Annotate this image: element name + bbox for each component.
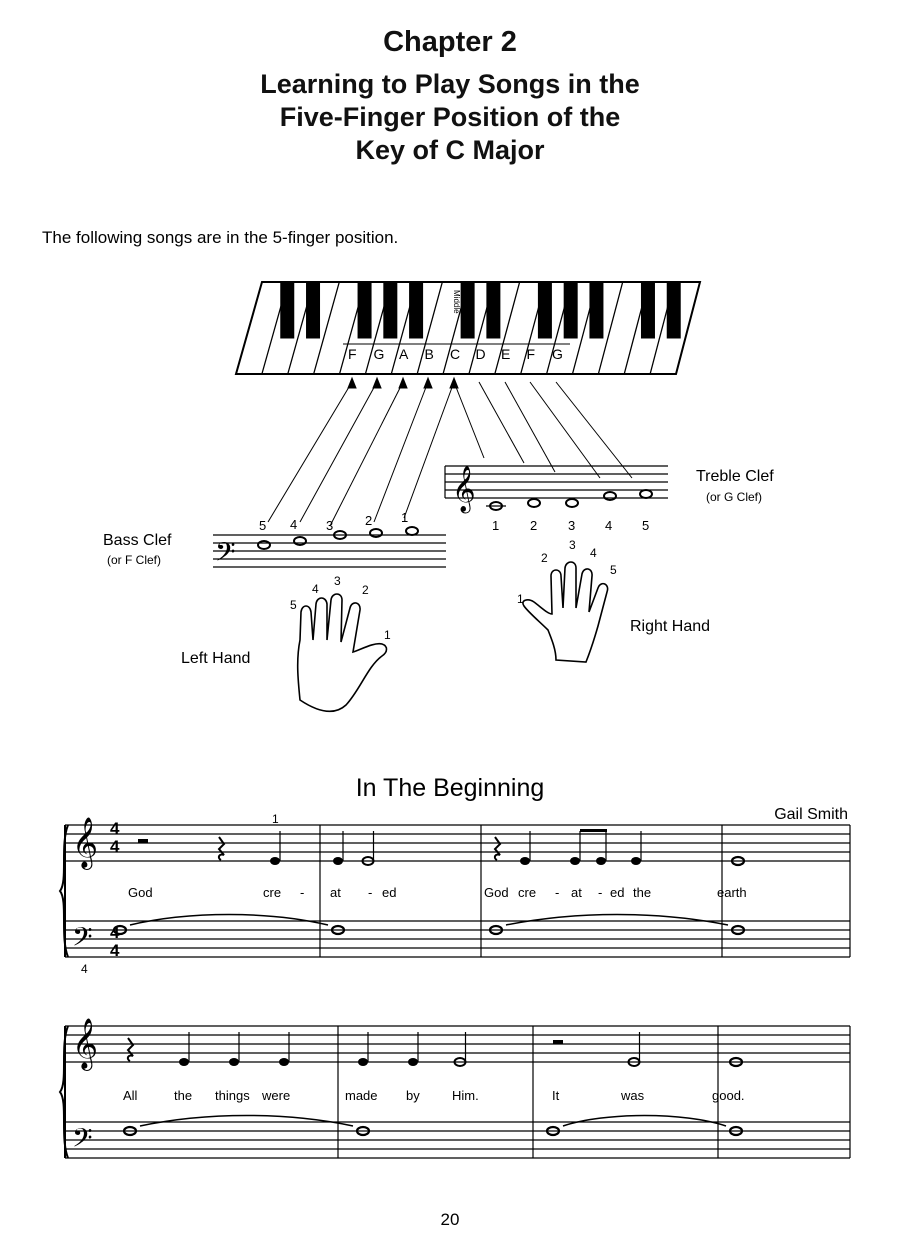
chapter-title-line-1: Learning to Play Songs in the: [260, 69, 640, 99]
right-hand-finger: 5: [610, 563, 617, 577]
lyric-syllable: God: [484, 885, 509, 900]
lyric-syllable: cre: [518, 885, 537, 900]
score-systems: [60, 817, 850, 1160]
lyric-syllable: -: [598, 885, 603, 900]
chapter-title-line-3: Key of C Major: [355, 135, 545, 165]
tie: [563, 1116, 726, 1127]
quarter-note: [358, 1058, 368, 1066]
bass-clef-icon: 𝄢: [215, 536, 236, 574]
finger-mark-bass: 4: [81, 962, 88, 976]
key-label: C: [450, 346, 461, 362]
quarter-rest: [128, 1038, 133, 1061]
quarter-note: [570, 857, 580, 865]
quarter-rest: [495, 837, 500, 860]
tie: [130, 915, 328, 926]
beam: [580, 829, 607, 832]
lyric-syllable: ed: [610, 885, 625, 900]
intro-text: The following songs are in the 5-finger position.: [42, 228, 399, 247]
bass-finger-number: 4: [290, 517, 298, 532]
right-hand-finger: 4: [590, 546, 597, 560]
key-label: B: [424, 346, 434, 362]
left-hand-finger: 2: [362, 583, 369, 597]
left-hand-label: Left Hand: [181, 650, 251, 667]
quarter-note: [229, 1058, 239, 1066]
key-label: F: [526, 346, 536, 362]
quarter-rest: [219, 837, 224, 860]
left-hand-finger: 5: [290, 598, 297, 612]
quarter-note: [333, 857, 343, 865]
chapter-title-line-2: Five-Finger Position of the: [279, 102, 621, 132]
quarter-note: [408, 1058, 418, 1066]
lyric-syllable: Him.: [452, 1088, 479, 1103]
right-hand-finger: 1: [517, 592, 524, 606]
treble-finger-number: 5: [642, 518, 650, 533]
lyric-syllable: by: [406, 1088, 420, 1103]
lyric-syllable: -: [300, 885, 305, 900]
song-title: In The Beginning: [355, 774, 545, 802]
treble-finger-number: 2: [530, 518, 538, 533]
half-rest: [138, 839, 148, 843]
time-signature: 4: [110, 819, 120, 838]
tie: [140, 1116, 353, 1127]
time-signature: 4: [110, 923, 120, 942]
half-rest: [553, 1040, 563, 1044]
bass-finger-number: 1: [401, 510, 409, 525]
key-label: F: [348, 346, 357, 362]
middle-label: Middle: [452, 290, 461, 314]
chapter-heading: Chapter 2: [383, 26, 517, 58]
tie: [506, 915, 728, 926]
lyric-syllable: cre: [263, 885, 282, 900]
key-label: G: [552, 346, 563, 362]
bass-clef-icon: 𝄢: [72, 921, 93, 959]
treble-finger-number: 4: [605, 518, 613, 533]
lyric-syllable: things: [215, 1088, 250, 1103]
page-number: 20: [440, 1210, 460, 1229]
lyric-syllable: made: [345, 1088, 378, 1103]
bass-finger-number: 3: [326, 518, 334, 533]
lyric-syllable: was: [621, 1088, 645, 1103]
composer-name: Gail Smith: [774, 806, 848, 823]
lyric-syllable: It: [552, 1088, 560, 1103]
bass-finger-number: 2: [365, 513, 373, 528]
bass-finger-number: 5: [259, 518, 267, 533]
treble-finger-number: 3: [568, 518, 576, 533]
lyric-syllable: All: [123, 1088, 138, 1103]
lyric-syllable: were: [262, 1088, 291, 1103]
lyric-syllable: at: [330, 885, 341, 900]
right-hand-label: Right Hand: [630, 618, 711, 635]
treble-clef-icon: 𝄞: [72, 1018, 99, 1069]
lyric-syllable: the: [633, 885, 652, 900]
left-hand-finger: 4: [312, 582, 319, 596]
finger-mark-top: 1: [272, 812, 279, 826]
key-label: G: [373, 346, 385, 362]
lyric-syllable: the: [174, 1088, 193, 1103]
treble-clef-icon: 𝄞: [452, 466, 476, 512]
lyric-syllable: -: [368, 885, 373, 900]
treble-clef-label: Treble Clef: [696, 468, 774, 485]
left-hand-finger: 3: [334, 574, 341, 588]
quarter-note: [596, 857, 606, 865]
quarter-note: [270, 857, 280, 865]
lyric-syllable: at: [571, 885, 582, 900]
treble-finger-number: 1: [492, 518, 500, 533]
quarter-note: [520, 857, 530, 865]
bass-clef-label: Bass Clef: [103, 532, 172, 549]
left-hand-finger: 1: [384, 628, 391, 642]
quarter-note: [179, 1058, 189, 1066]
lyric-syllable: ed: [382, 885, 397, 900]
lyric-syllable: earth: [717, 885, 747, 900]
time-signature: 4: [110, 837, 120, 856]
time-signature: 4: [110, 941, 120, 960]
quarter-note: [279, 1058, 289, 1066]
key-label: A: [399, 346, 409, 362]
lyric-syllable: -: [555, 885, 560, 900]
treble-clef-icon: 𝄞: [72, 817, 99, 868]
bass-clef-icon: 𝄢: [72, 1122, 93, 1160]
right-hand-finger: 3: [569, 538, 576, 552]
bass-clef-sublabel: (or F Clef): [107, 553, 161, 567]
quarter-note: [631, 857, 641, 865]
key-label: E: [501, 346, 511, 362]
key-label: D: [475, 346, 486, 362]
treble-clef-sublabel: (or G Clef): [706, 490, 763, 504]
lyric-syllable: God: [128, 885, 153, 900]
lyric-syllable: good.: [712, 1088, 745, 1103]
right-hand-finger: 2: [541, 551, 548, 565]
